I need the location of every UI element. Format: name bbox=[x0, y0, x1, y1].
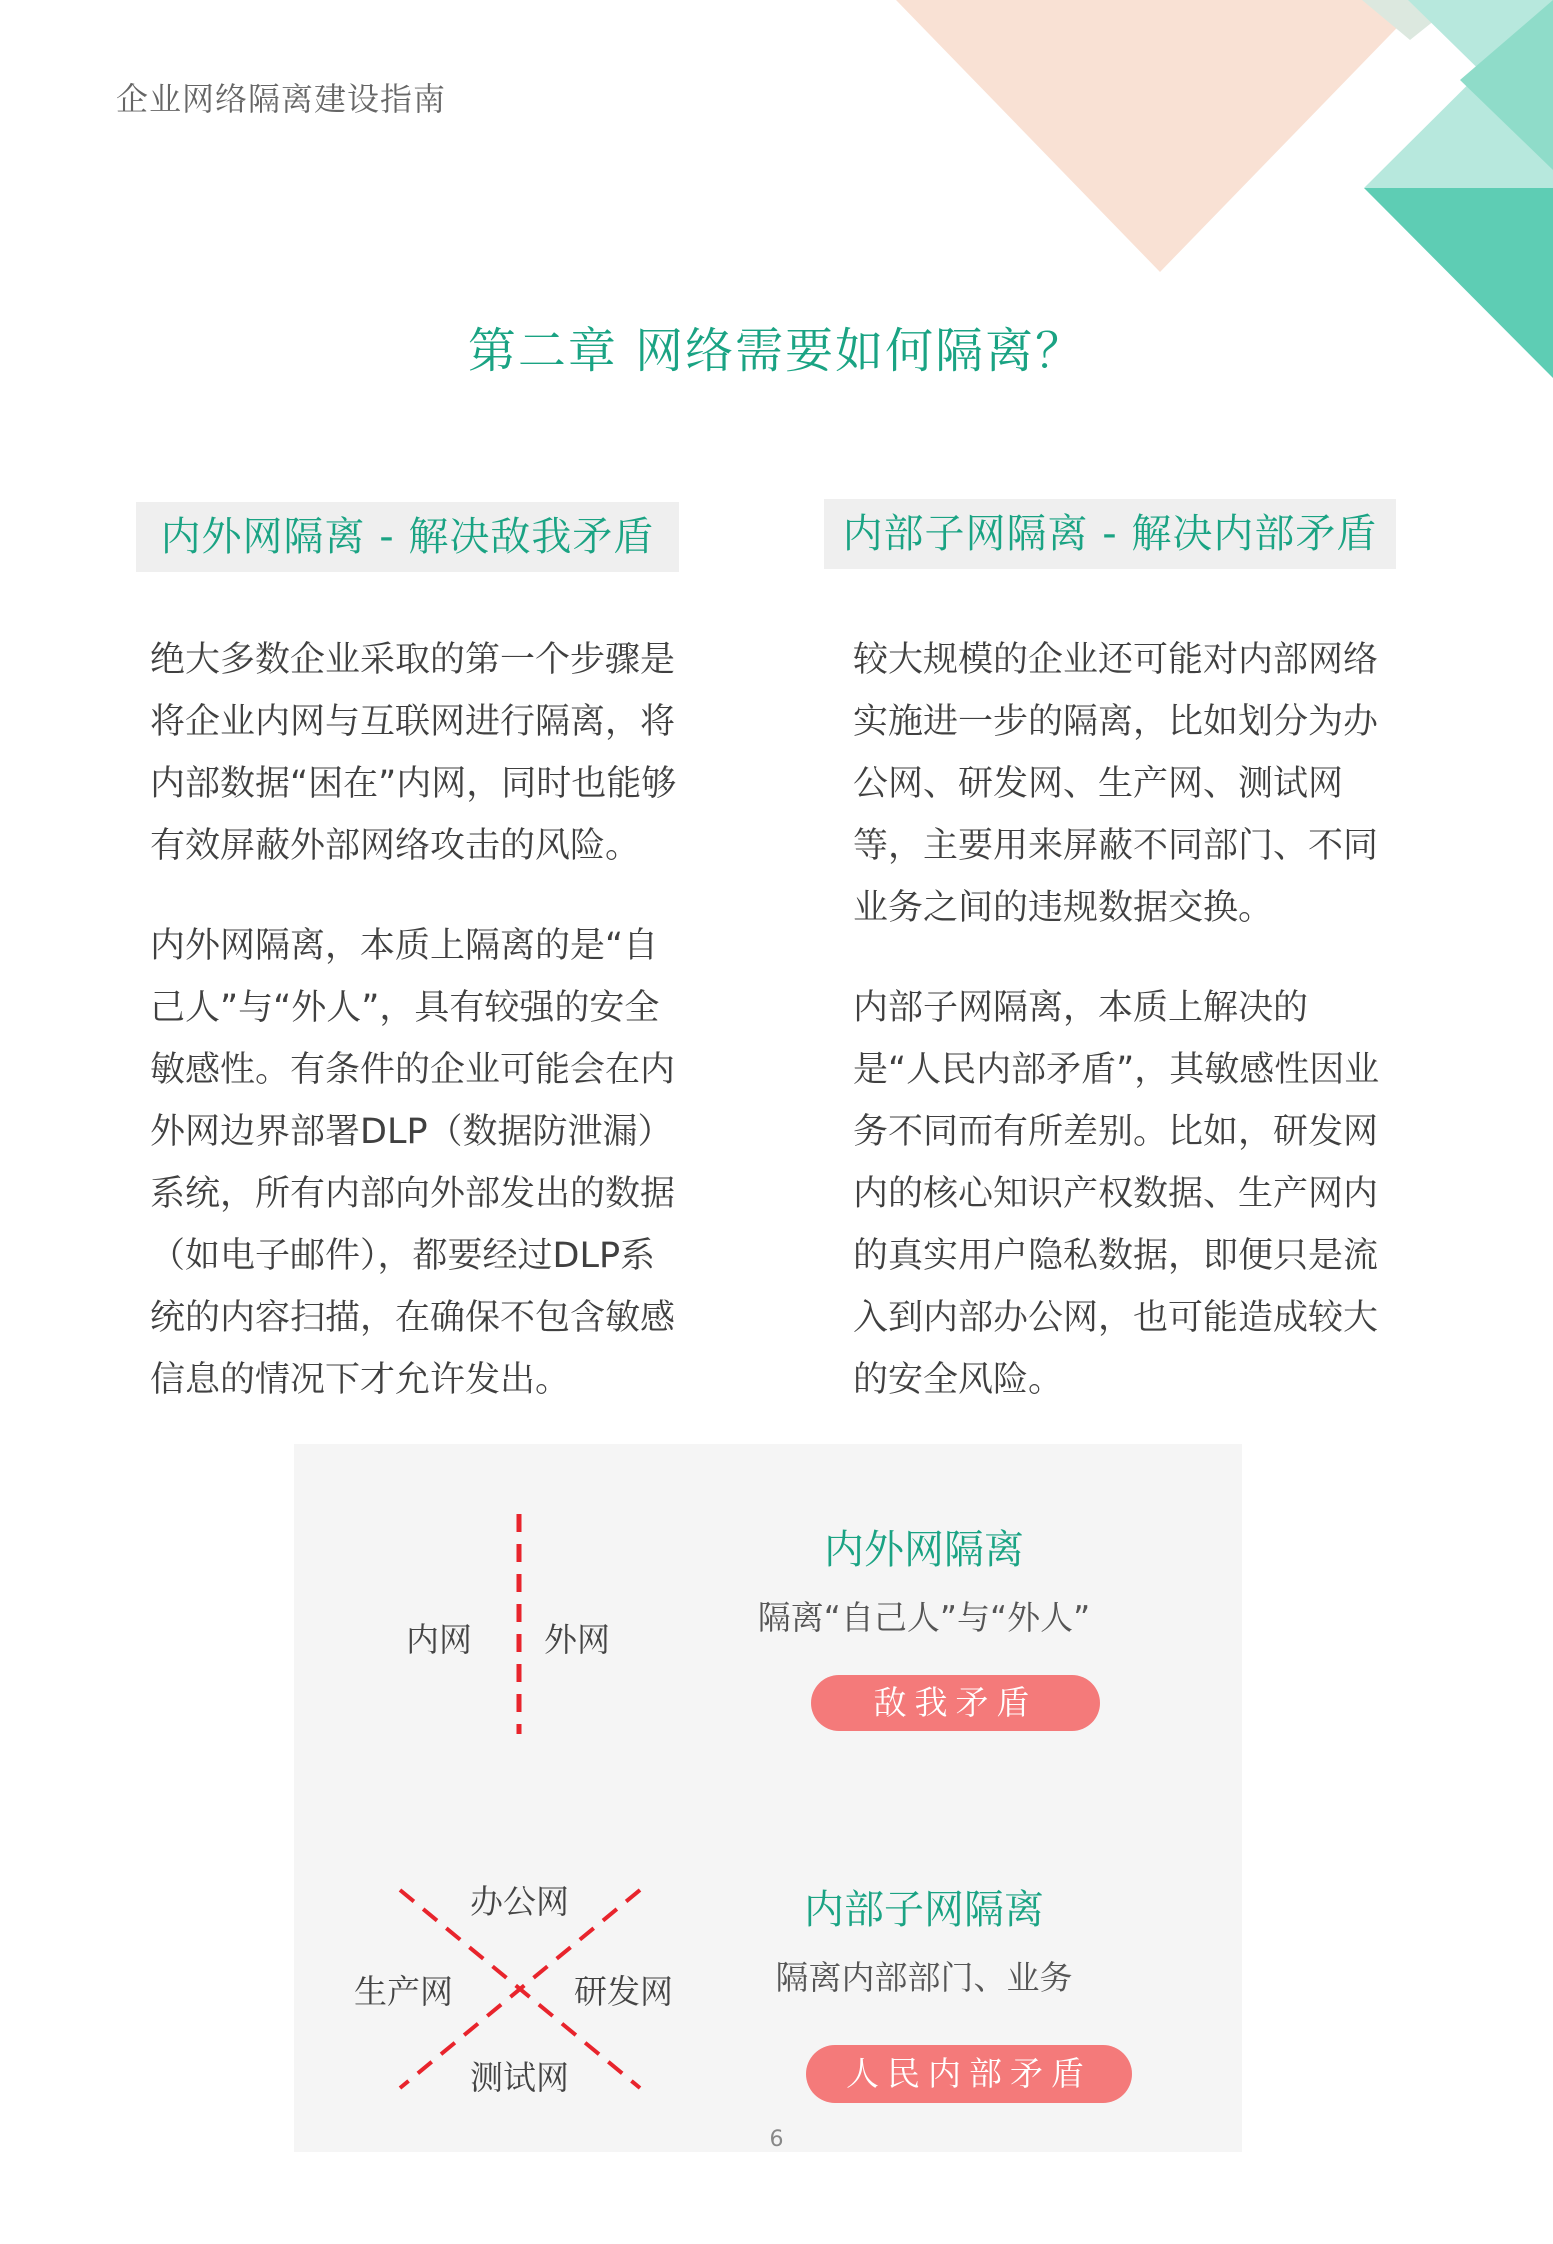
bottom-diagram-title: 内部子网隔离 bbox=[804, 1887, 1044, 1933]
page-number: 6 bbox=[769, 2127, 784, 2152]
peach-triangle bbox=[896, 0, 1424, 272]
document-header-title: 企业网络隔离建设指南 bbox=[116, 80, 447, 118]
right-paragraph-1: 较大规模的企业还可能对内部网络实施进一步的隔离，比如划分为办公网、研发网、生产网、测试网等，主要用来屏蔽不同部门、不同业务之间的违规数据交换。 bbox=[853, 640, 1379, 928]
left-section-heading: 内外网隔离 - 解决敌我矛盾 bbox=[136, 502, 679, 572]
right-section-heading: 内部子网隔离 - 解决内部矛盾 bbox=[824, 499, 1396, 569]
left-paragraph-1: 绝大多数企业采取的第一个步骤是将企业内网与互联网进行隔离，将内部数据“困在”内网，同时也能够有效屏蔽外部网络攻击的风险。 bbox=[150, 640, 677, 866]
top-diagram-subtitle: 隔离“自己人”与“外人” bbox=[757, 1598, 1091, 1637]
left-section-body bbox=[150, 629, 690, 1449]
left-paragraph-2: 内外网隔离，本质上隔离的是“自己人”与“外人”，具有较强的安全敏感性。有条件的企业可能会在内外网边界部署DLP（数据防泄漏）系统，所有内部向外部发出的数据（如电子邮件），都要经过DLP系统的内容扫描，在确保不包含敏感信息的情况下才允许发出。 bbox=[150, 926, 676, 1400]
right-section-body bbox=[853, 629, 1393, 1449]
test-network-label: 测试网 bbox=[470, 2058, 569, 2097]
inner-network-label: 内网 bbox=[406, 1620, 472, 1659]
right-paragraph-2: 内部子网隔离，本质上解决的是“人民内部矛盾”，其敏感性因业务不同而有所差别。比如，研发网内的核心知识产权数据、生产网内的真实用户隐私数据，即便只是流入到内部办公网，也可能造成较大的安全风险。 bbox=[853, 988, 1380, 1400]
chapter-title: 第二章 网络需要如何隔离？ bbox=[467, 323, 1086, 379]
isolation-diagram bbox=[294, 1444, 1242, 2152]
outer-network-label: 外网 bbox=[544, 1620, 610, 1659]
bottom-diagram-badge: 人民内部矛盾 bbox=[806, 2045, 1132, 2103]
rnd-network-label: 研发网 bbox=[574, 1972, 673, 2011]
production-network-label: 生产网 bbox=[354, 1972, 453, 2011]
bottom-diagram-subtitle: 隔离内部部门、业务 bbox=[775, 1958, 1073, 1997]
top-diagram-badge: 敌我矛盾 bbox=[811, 1675, 1100, 1731]
office-network-label: 办公网 bbox=[470, 1882, 569, 1921]
top-diagram-title: 内外网隔离 bbox=[824, 1527, 1024, 1573]
